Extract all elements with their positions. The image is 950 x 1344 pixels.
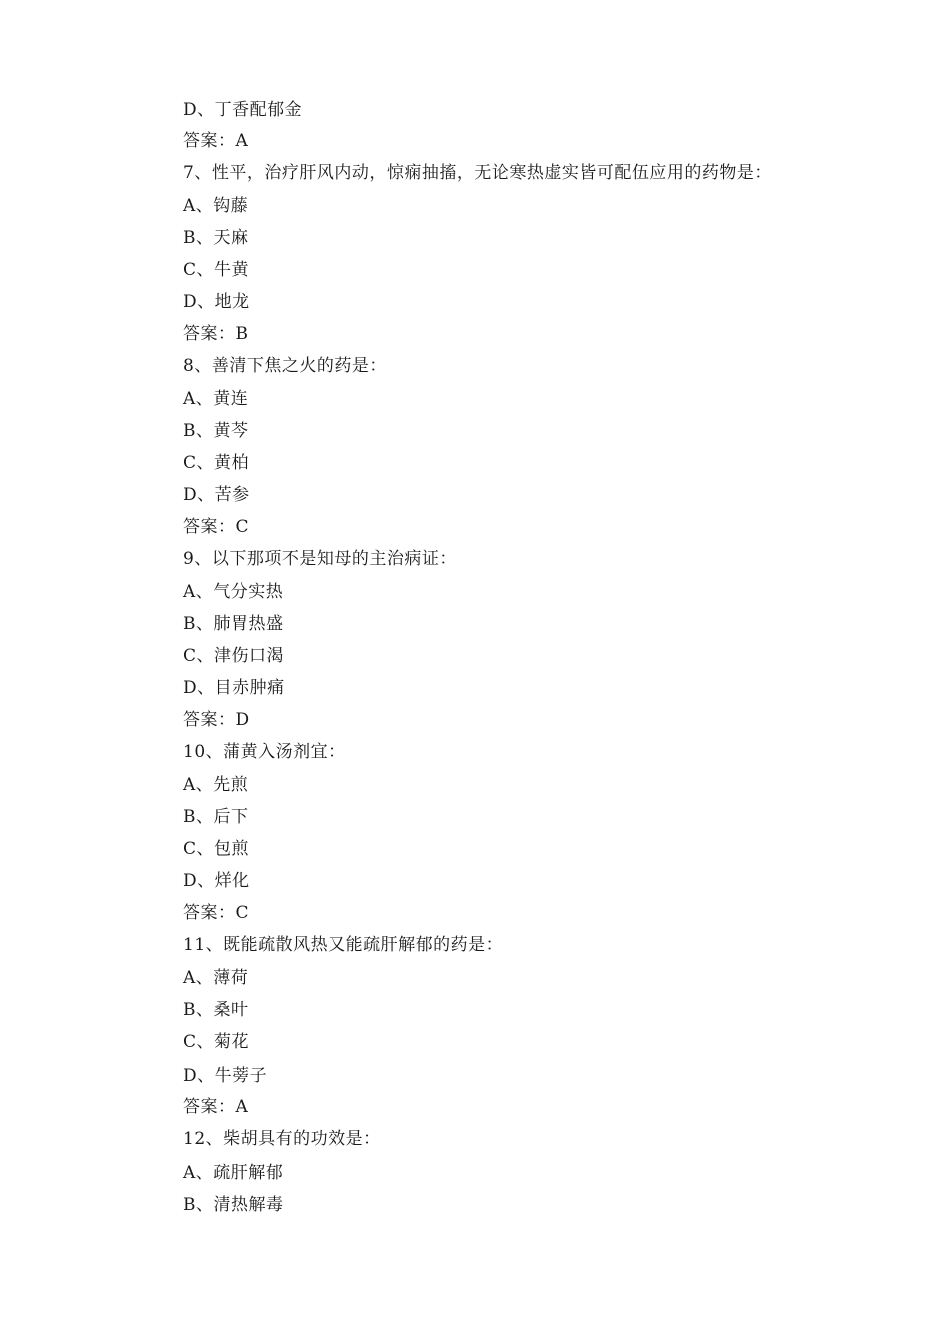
answer-q6: 答案：A: [183, 131, 249, 151]
question-9: 9、以下那项不是知母的主治病证：: [183, 549, 457, 569]
option-c-q11: C、菊花: [183, 1032, 250, 1052]
question-11: 11、既能疏散风热又能疏肝解郁的药是：: [183, 935, 504, 955]
answer-q10: 答案：C: [183, 903, 250, 923]
answer-q8: 答案：C: [183, 517, 250, 537]
option-d-q9: D、目赤肿痛: [183, 678, 285, 698]
option-b-q9: B、肺胃热盛: [183, 614, 284, 634]
answer-q9: 答案：D: [183, 710, 250, 730]
question-12: 12、柴胡具有的功效是：: [183, 1129, 381, 1149]
option-b-q8: B、黄芩: [183, 421, 249, 441]
question-8: 8、善清下焦之火的药是：: [183, 356, 387, 376]
question-10: 10、蒲黄入汤剂宜：: [183, 742, 346, 762]
option-c-q8: C、黄柏: [183, 453, 250, 473]
option-a-q10: A、先煎: [183, 775, 249, 795]
option-b-q7: B、天麻: [183, 228, 249, 248]
option-d-q10: D、烊化: [183, 871, 250, 891]
option-d-q8: D、苦参: [183, 485, 250, 505]
option-a-q7: A、钩藤: [183, 196, 249, 216]
answer-q11: 答案：A: [183, 1097, 249, 1117]
option-b-q10: B、后下: [183, 807, 249, 827]
option-b-q11: B、桑叶: [183, 1000, 249, 1020]
question-7: 7、性平，治疗肝风内动，惊痫抽搐，无论寒热虚实皆可配伍应用的药物是：: [183, 163, 772, 183]
option-d-q11: D、牛蒡子: [183, 1066, 268, 1086]
option-c-q10: C、包煎: [183, 839, 250, 859]
option-b-q12: B、清热解毒: [183, 1195, 284, 1215]
option-a-q12: A、疏肝解郁: [183, 1163, 284, 1183]
option-c-q7: C、牛黄: [183, 260, 250, 280]
option-a-q11: A、薄荷: [183, 968, 249, 988]
option-d-q6: D、丁香配郁金: [183, 100, 303, 120]
option-a-q9: A、气分实热: [183, 582, 284, 602]
option-c-q9: C、津伤口渴: [183, 646, 285, 666]
option-a-q8: A、黄连: [183, 389, 249, 409]
option-d-q7: D、地龙: [183, 292, 250, 312]
answer-q7: 答案：B: [183, 324, 249, 344]
